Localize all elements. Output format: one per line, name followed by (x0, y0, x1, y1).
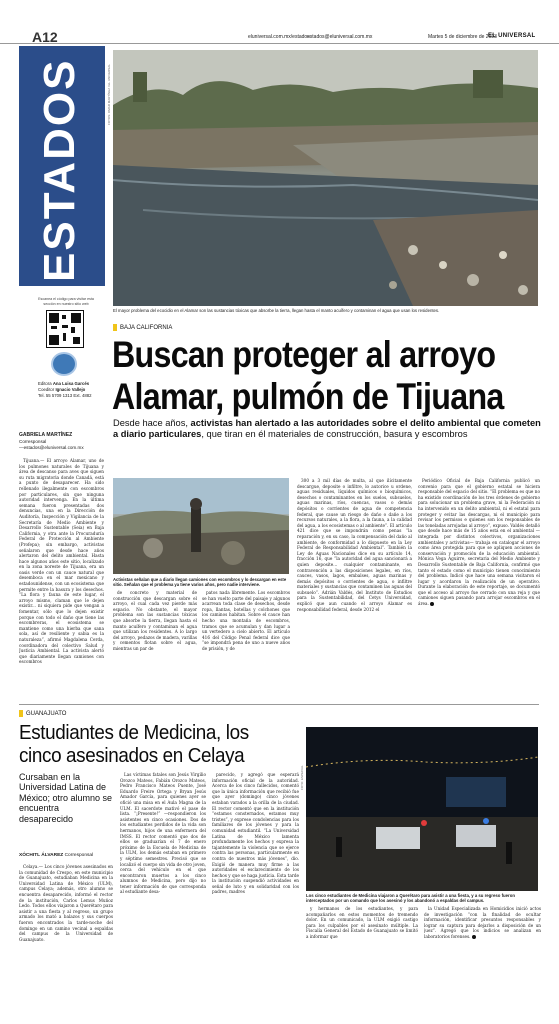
activist-photo-caption: Activistas señalan que a diario llegan camiones con escombros y lo descargan en este sitio. Señalan que el problema ya tiene varios años, pero nadie interviene. (113, 577, 287, 588)
byline-email[interactable]: —estados@eluniversal.com.mx (19, 445, 84, 451)
second-byline (19, 853, 119, 858)
section-title: ESTADOS (35, 58, 84, 282)
main-headline (112, 334, 504, 418)
kicker-label-2: GUANAJUATO (26, 710, 67, 717)
byline-name: GABRIELA MARTÍNEZ (19, 432, 73, 438)
byline-role: Corresponsal (19, 439, 47, 444)
second-headline (19, 722, 277, 767)
kicker-bar (113, 324, 117, 331)
end-mark-icon (472, 935, 476, 939)
story-kicker-2 (19, 710, 66, 717)
headline-line-1: Buscan proteger al arroyo (112, 334, 496, 375)
second-story-column-3: parecido, y agregó que esperará información oficial de la autoridad. Acerca de los cinco fallecidos, comentó que la única información que recibió fue que ayer (domingo) cinco jóvenes estaban varados a la orilla de la ciudad. El rector comentó que en la institución “estamos consternados, estamos muy tristes”, y exprese condolencias para los familiares de los jóvenes y para la comunidad estudiantil. “La Universidad Latina de México lamenta profundamente los hechos y expresa la tajantemente la violencia que se ejerce contra las personas, particularmente en contra de nuestros más jóvenes”, dio. Exigió de manera muy firme a las autoridades el esclarecimiento de los hechos y que se haga justicia. Esta tarde la institución suspendió actividades en señal de luto y en solidaridad con los padres, madres (212, 772, 299, 895)
kicker-label: BAJA CALIFORNIA (120, 324, 173, 331)
story-kicker (113, 324, 172, 331)
story-divider (19, 704, 539, 705)
activist-photo-illustration (113, 478, 289, 574)
headline2-line-1: Estudiantes de Medicina, los (19, 721, 249, 744)
kicker-bar (19, 710, 23, 717)
arroyo-photo-illustration (113, 50, 538, 306)
main-photo-caption: El mayor problema del ecocidio en el Alamar son las sustancias tóxicas que absorbe la tierra, llegan hasta el manto acuífero y contaminan el agua que usan los residentes. (113, 308, 440, 313)
headline-line-2: Alamar, pulmón de Tijuana (112, 376, 504, 417)
issue-date: Martes 5 de diciembre de 2023 (428, 34, 497, 40)
second-deck: Cursaban en la Universidad Latina de México; otro alumno se encuentra desaparecido (19, 772, 113, 824)
main-story-column-2b: patos nada libremente. Los escombros se han vuelto parte del paisaje y algunos acarrean toda clase de desechos, desde ropa, llantas, botellas y colchones que los caminos habitan. Sobre el cauce han hecho una montaña de escombros, tramos que se acumulan y dan lugar a un vertedero a cielo abierto. El artículo 416 del Código Penal federal dice que “se impondrá pena de uno a nueve años de prisión, y de (202, 590, 290, 651)
second-story-column-2: Las víctimas fatales son Jesús Virgilio Orozco Mateos, Fabián Orozco Mateos, Pedro Francisco Mateos Puente, José Eduardo Freire Ortega y Bryan Jesús Amador García, para quienes ayer se ofició una misa en el Aula Magna de la ULM. El sacerdote mativó el pase de lista. “¡Presente!” —respondieron los asistentes en cinco ocasiones. Dos de los estudiantes perdidos de la vida son hermanos, hijos de una enfermera del IMSS. El rector comentó que dos de ellos se graduarían el 7 de enero próximo de la Escuela de Medicina de la ULM, los demás estaban en primero y séptimo semestres. Precisó que se localizó el cuerpo sin vida de otro joven, cerca del vehículo en el que encontraron muertos a los cinco alumnos de Medicina, pero dijo no tener información de que corresponda al estudiante desa- (120, 772, 206, 895)
main-deck: Desde hace años, activistas han alertado a las autoridades sobre el delito ambiental que cometen a diario particulares, que tiran en él materiales de construcción, basura y escombros (113, 418, 541, 439)
second-story-column-1: Celaya.— Los cinco jóvenes asesinados en la comunidad de Crespo, en este municipio de Guanajuato, estudiaban Medicina en la Universidad Latina de México (ULM), campus Celaya; además, otro alumno se encuentra desaparecido, informó el rector de la institución, Carlos Lemus Muñoz Ledo. Todos ellos viajaron a Querétaro para asistir a una fiesta y al regreso, un grupo armado los mató a balazos y sus cuerpos fueron encontrados la tarde-noche del domingo en un camino vecinal a espaldas del campus de la Universidad de Guanajuato. (19, 864, 113, 942)
qr-note: Escanea el código para visitar esta sección en nuestro sitio web (38, 297, 94, 306)
crime-scene-illustration (306, 727, 538, 891)
main-story-column-2a: de concreto y material de construcción que descargan sobre el arroyo, el cual cada vez pierde más espacio. No obstante, el mayor problema son las sustancias tóxicas que absorbe la tierra, llegan hasta el manto acuífero y contaminan el agua que utilizan los residentes. A lo largo del arroyo, pedazos de madera, varillas y cementos flotan sobre el agua, mientras un par de (113, 590, 197, 651)
section-url[interactable]: eluniversal.com.mx/estados (248, 34, 310, 40)
page-header (0, 0, 559, 44)
byline2-role: Corresponsal (64, 853, 94, 858)
arroyo-photo (113, 50, 538, 306)
main-story-column-4: Periódico Oficial de Baja California publicó un convenio para que el gobierno estatal se hiciera responsable del espacio del sitio. “El problema es que no ha existido coordinación de los tres órdenes de gobierno para solucionar un problema grave, ni la Federación ni ha intervenido en un delito ambiental, ni el estatal para proteger y evitar las descargas, ni el municipio para revisar los permisos e quienes son los responsables de las toneladas arrojadas al arroyo”, expuso. Valdés detalló que desde hace más de 15 años está en el ambiental —integrada por distintos colectivos, organizaciones ambientales y activistas— trabaja en catalogar el arroyo como área protegida para que se apliquen acciones de conservación y promoción de la educación ambiental. Mónica Vega Aguirre, secretaria del Medio Ambiente y Desarrollo Sustentable de Baja California, confirmó que tanto el estado como el municipio tienen conocimiento del problema. Indicó que hace una semana visitaron el lugar y acordaron la realización de un operativo. Durante la elaboración de este reportaje, se documentó que el acceso al arroyo fue cerrado con una reja y que camiones siguen pasando para arrojar escombros en el área. (418, 478, 540, 607)
end-mark-icon (430, 602, 434, 606)
photo-credit: FOTOS: OMAR MARTÍNEZ / EL UNIVERSAL (107, 64, 111, 125)
section-staff: Editora Ana Luisa Garcés Coeditor Ignacio Vallejo Tel. 55 5709 1313 Ext. 4882 (38, 381, 92, 398)
second-story-column-5: la Unidad Especializada en Homicidios inició actos de investigación “con la finalidad de ocultar información, identificar presuntos responsables y lograr su captura para dejarlos a disposición de un juez”. Agregó que los indicios se analizan en laboratorios forenses. (424, 906, 541, 939)
main-byline (19, 432, 104, 452)
crime-scene-photo (306, 727, 538, 891)
crime-scene-caption: Los cinco estudiantes de Medicina viajaron a Querétaro para asistir a una fiesta, y a su regreso fueron interceptados por un comando que los asesinó y los abandonó a espaldas del campus. (306, 893, 515, 904)
second-story-column-4: y hermanos de los estudiantes, y para acompañarlos en estos momentos de tremendo dolor. En un comunicado, la ULM exigió castigo para los culpables por el asesinato múltiple. La Fiscalía General del Estado de Guanajuato se limitó a informar que (306, 906, 418, 939)
photo-credit-2: FOTO: ESPECIAL (300, 765, 304, 790)
main-story-column-3: 300 a 3 mil días de multa, al que ilícitamente descargue, deposite o infiltre, lo autorice u ordene, aguas residuales, líquidos químicos o bioquímicos, desechos o contaminantes en los suelos, subsuelos, aguas marinas, ríos, cuencas, vasos o demás depósitos o corrientes de agua de competencia federal, que cause un riesgo de daño o dañe a los recursos naturales, a la flora, a la fauna, a la calidad del agua, a los ecosistemas o al ambiente”. El artículo 421 dice que se impondrán como penas “la reparación y, en su caso, la compensación del daño al ambiente, de conformidad a lo dispuesto en la Ley Federal de Responsabilidad Ambiental”. También la Ley de Aguas Nacionales dice en su artículo 14, fracción 16, que “la autoridad del agua sancionará a quien deposite... cualquier contaminante, en contravención a las disposiciones legales, en ríos, cauces, vasos, lagos, embalses, aguas marinas y demás depósitos o corrientes de agua, o infiltre materiales y sustancias que contaminen las aguas del subsuelo”. Adrián Valdés, del Instituto de Estudios para la Sustentabilidad, del Cetys Universidad, explicó que aun cuando el arroyo Alamar es responsabilidad federal, desde 2012 el (297, 478, 412, 612)
headline2-line-2: cinco asesinados en Celaya (19, 743, 245, 767)
byline2-name: XÓCHITL ÁLVAREZ (19, 853, 64, 858)
qr-code-icon[interactable] (46, 310, 84, 348)
section-email[interactable]: estados@eluniversal.com.mx (307, 34, 373, 40)
main-story-column-1: Tijuana.— El arroyo Alamar, uno de los pulmones naturales de Tijuana y área de descanso para aves que siguen su ruta migratoria donde Canadá, está a punto de desaparecer. Ha sido rellenado ilegalmente con escombros por particulares, sin que ninguna autoridad intervenga. En la última semana fueron presentadas dos denuncias, una en la Dirección de Auditoría, Inspección y Vigilancia de la Secretaría de Medio Ambiente y Desarrollo Sustentable (Seia) en Baja California, y otra ante la Procuraduría Federal de Protección al Ambiente (Profepa); sin embargo, activistas señalaron que desde hace años alertaron del delito ambiental. Hasta hace algunos años este sitio, localizado en la zona noreste de Tijuana, era un oasis verde con un cauce natural que desemboca en el mar mexicano y estadounidense, con un ecosistema que permite entre la basura y los desechos. “La flora y fauna de este lugar, el arroyo mismo, claman que le dejen existir... ni siquiera pide que vengan a fomentar, sólo que lo dejen existir porque con todo el daño que tiene las escombreras, el ecosistema se mantiene como una hierba que sana sola, así de resiliente y sabia es la naturaleza”, afirmó Magdalena Cerda, coordinadora del colectivo Salud y Justicia Ambiental. La activista alertó que diariamente llegan camiones con escombros (19, 458, 104, 665)
newspaper-seal-icon (51, 352, 77, 376)
activist-photo (113, 478, 289, 574)
page-number: A12 (32, 29, 58, 45)
newspaper-brand: EL UNIVERSAL (488, 33, 536, 39)
